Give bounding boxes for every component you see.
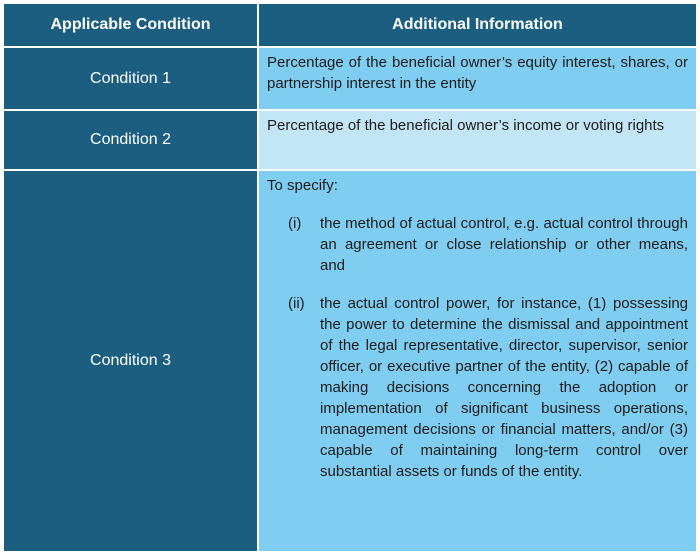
conditions-table xyxy=(4,4,696,553)
row-2-info xyxy=(259,111,696,171)
info-text: Percentage of the beneficial owner’s equity interest, shares, or partnership interest in the entity xyxy=(267,54,688,92)
row-3-condition xyxy=(4,171,259,553)
list-item-marker: (i) xyxy=(288,215,302,232)
header-additional-information xyxy=(259,4,696,48)
header-applicable-condition-label: Applicable Condition xyxy=(50,16,211,33)
row-2-condition xyxy=(4,111,259,171)
row-3-info xyxy=(259,171,696,553)
info-intro: To specify: xyxy=(267,177,338,194)
list-item xyxy=(267,293,688,482)
list-item-text: the actual control power, for instance, (1) possessing the power to determine the dismissal and appointment of the legal representative, director, supervisor, senior officer, or executive partner of the entity, (2) capable of making decisions concerning the adoption or implementation of significant business operations, management decisions or financial matters, and/or (3) capable of maintaining long-term control over substantial assets or funds of the entity. xyxy=(320,295,688,480)
condition-label: Condition 1 xyxy=(90,69,171,87)
list-item-text: the method of actual control, e.g. actual control through an agreement or close relationship or other means, and xyxy=(320,215,688,274)
row-1-condition xyxy=(4,48,259,111)
list-item-marker: (ii) xyxy=(288,295,305,312)
header-applicable-condition xyxy=(4,4,259,48)
condition-label: Condition 2 xyxy=(90,131,171,148)
condition-3-list xyxy=(267,213,688,482)
info-text: Percentage of the beneficial owner’s income or voting rights xyxy=(267,117,665,134)
row-1-info xyxy=(259,48,696,111)
condition-label: Condition 3 xyxy=(90,352,171,369)
header-additional-information-label: Additional Information xyxy=(392,16,563,33)
list-item xyxy=(267,213,688,276)
